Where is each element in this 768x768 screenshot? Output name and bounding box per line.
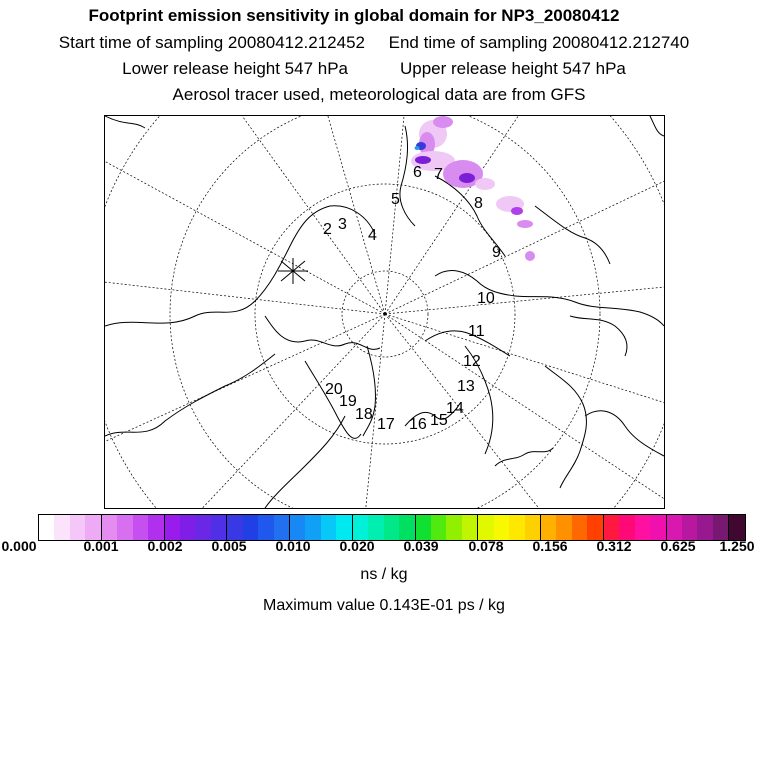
- color-scale-swatch: [478, 515, 493, 540]
- coastline: [570, 316, 627, 356]
- color-scale-swatch: [667, 515, 682, 540]
- trajectory-label: 13: [457, 378, 475, 395]
- maximum-value-label: Maximum value 0.143E-01 ps / kg: [263, 597, 505, 614]
- meridian: [325, 116, 385, 314]
- color-scale-swatch: [572, 515, 587, 540]
- upper-release-height-label: Upper release height 547 hPa: [399, 59, 626, 78]
- plot-title: Footprint emission sensitivity in global domain for NP3_20080412: [88, 6, 620, 25]
- plume-patch: [433, 116, 453, 128]
- meridian: [235, 116, 385, 314]
- color-scale-tick-label: 0.001: [83, 538, 119, 554]
- plume-patch: [459, 173, 475, 183]
- color-scale-tick-label: 0.039: [403, 538, 439, 554]
- color-scale-tick-label: 0.156: [532, 538, 568, 554]
- meridian: [105, 281, 385, 314]
- color-scale-swatch: [604, 515, 619, 540]
- color-scale-swatch: [682, 515, 697, 540]
- color-scale-tick-label: 0.625: [660, 538, 696, 554]
- trajectory-label: 15: [430, 412, 448, 429]
- trajectory-label: 20: [325, 381, 343, 398]
- plume-patch: [511, 207, 523, 215]
- color-scale-swatch: [353, 515, 368, 540]
- color-scale-swatch: [635, 515, 650, 540]
- color-scale-swatch: [587, 515, 603, 540]
- color-scale-bar: [38, 514, 746, 541]
- color-scale-tick-label: 0.312: [596, 538, 632, 554]
- coastline: [105, 206, 375, 326]
- trajectory-label: 17: [377, 416, 395, 433]
- color-scale-swatch: [165, 515, 180, 540]
- color-scale-swatch: [85, 515, 101, 540]
- color-scale-ticks: [0, 538, 768, 558]
- trajectory-label: 16: [409, 416, 427, 433]
- color-scale-swatch: [258, 515, 273, 540]
- plume-patch: [475, 178, 495, 190]
- coastline: [650, 116, 664, 136]
- trajectory-label: 19: [339, 393, 357, 410]
- coastline: [545, 366, 586, 488]
- color-scale-swatch: [211, 515, 227, 540]
- color-scale-swatch: [336, 515, 352, 540]
- color-scale-swatch: [399, 515, 415, 540]
- coastline: [535, 206, 610, 264]
- coastline: [585, 411, 664, 456]
- color-scale-swatch: [148, 515, 164, 540]
- plume-patch: [415, 156, 431, 164]
- color-scale-swatch: [368, 515, 383, 540]
- coastline: [495, 448, 553, 466]
- color-scale-swatch: [446, 515, 461, 540]
- color-scale-swatch: [227, 515, 242, 540]
- trajectory-label: 18: [355, 406, 373, 423]
- trajectory-label: 9: [492, 244, 501, 261]
- color-scale-swatch: [697, 515, 712, 540]
- color-scale-swatch: [525, 515, 541, 540]
- color-scale-swatch: [274, 515, 290, 540]
- color-scale-tick-label: 0.002: [147, 538, 183, 554]
- coastlines: [105, 116, 664, 508]
- sampling-times-line: [0, 33, 758, 53]
- meridian: [385, 314, 664, 406]
- color-scale-swatch: [509, 515, 524, 540]
- color-scale-swatch: [541, 515, 556, 540]
- color-scale-swatch: [729, 515, 744, 540]
- color-scale-swatch: [494, 515, 509, 540]
- tracer-info-line: Aerosol tracer used, meteorological data are from GFS: [172, 85, 586, 104]
- coastline: [105, 354, 275, 436]
- trajectory-label: 10: [477, 290, 495, 307]
- color-scale-swatch: [431, 515, 446, 540]
- color-scale-tick-label: 0.020: [339, 538, 375, 554]
- color-scale-swatch: [384, 515, 399, 540]
- color-scale-swatch: [290, 515, 305, 540]
- start-time-label: Start time of sampling 20080412.212452: [58, 33, 366, 52]
- color-scale-tick-label: 0.000: [1, 538, 37, 554]
- color-scale-swatch: [54, 515, 69, 540]
- end-time-label: End time of sampling 20080412.212740: [388, 33, 690, 52]
- coastline: [105, 116, 145, 128]
- meridian: [385, 286, 664, 314]
- trajectory-label: 5: [391, 191, 400, 208]
- color-scale-swatch: [321, 515, 336, 540]
- trajectory-labels: [323, 164, 501, 433]
- plume-patch: [517, 220, 533, 228]
- color-scale-swatch: [180, 515, 195, 540]
- color-scale-units: ns / kg: [360, 566, 408, 583]
- emission-plume: [411, 116, 535, 261]
- color-scale-tick-label: 1.250: [719, 538, 755, 554]
- asterisk-marker: [278, 258, 308, 284]
- color-scale-swatch: [102, 515, 117, 540]
- color-scale-tick-label: 0.005: [211, 538, 247, 554]
- color-scale-swatch: [416, 515, 431, 540]
- lower-release-height-label: Lower release height 547 hPa: [122, 59, 349, 78]
- trajectory-label: 3: [338, 216, 347, 233]
- plume-patch: [415, 146, 420, 150]
- trajectory-label: 14: [446, 400, 464, 417]
- color-scale-swatch: [619, 515, 634, 540]
- color-scale-tick-label: 0.010: [275, 538, 311, 554]
- meridian: [105, 156, 385, 314]
- color-scale-swatch: [462, 515, 478, 540]
- trajectory-label: 7: [434, 166, 443, 183]
- color-scale-swatch: [713, 515, 729, 540]
- trajectory-label: 8: [474, 195, 483, 212]
- trajectory-label: 11: [468, 323, 485, 340]
- color-scale-swatch: [39, 515, 54, 540]
- coastline: [435, 271, 515, 296]
- trajectory-label: 2: [323, 221, 332, 238]
- color-scale-swatch: [650, 515, 666, 540]
- coastline: [265, 316, 380, 349]
- color-scale-swatch: [117, 515, 132, 540]
- meridian: [385, 116, 405, 314]
- meridian: [385, 176, 664, 314]
- polar-map-panel: [104, 115, 665, 509]
- coastline: [265, 416, 345, 508]
- color-scale-swatch: [556, 515, 571, 540]
- color-scale-swatch: [195, 515, 210, 540]
- color-scale-swatch: [243, 515, 258, 540]
- polar-stereographic-map: [105, 116, 664, 508]
- trajectory-label: 6: [413, 164, 422, 181]
- color-scale-swatch: [133, 515, 148, 540]
- plume-patch: [525, 251, 535, 261]
- color-scale-swatch: [70, 515, 85, 540]
- release-heights-line: [0, 59, 758, 79]
- meridian: [385, 314, 545, 508]
- trajectory-label: 4: [368, 227, 377, 244]
- color-scale-swatch: [305, 515, 320, 540]
- coastline: [515, 296, 664, 326]
- trajectory-label: 12: [463, 353, 481, 370]
- color-scale-tick-label: 0.078: [468, 538, 504, 554]
